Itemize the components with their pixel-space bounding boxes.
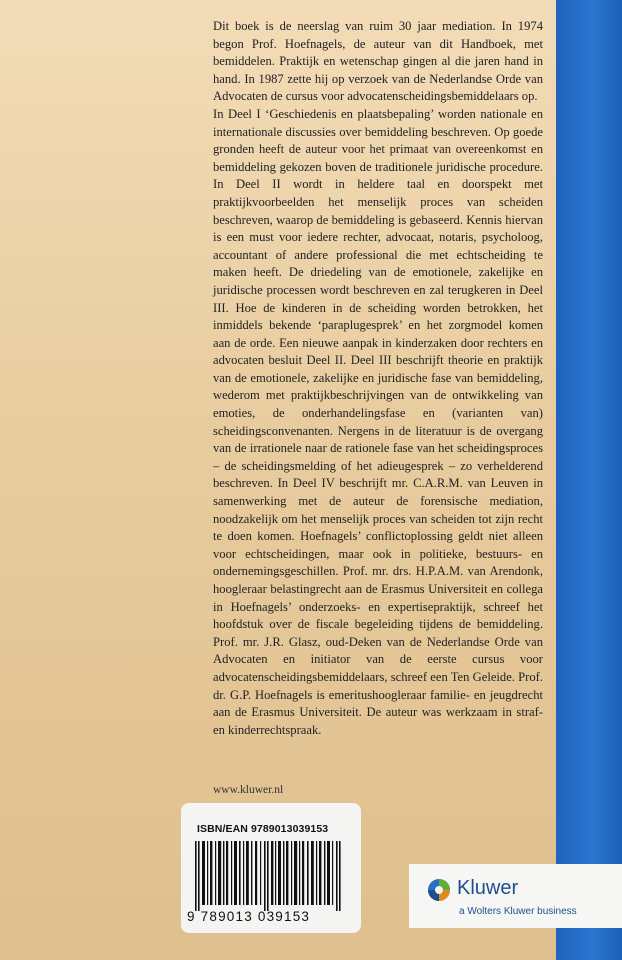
blurb-paragraph-1: Dit boek is de neerslag van ruim 30 jaar mediation. In 1974 begon Prof. Hoefnagels, de auteur van dit Handboek, met bemiddelen. Praktijk en wetenschap gingen al die jaren hand in hand. In 1987 zette hij op verzoek van de Nederlandse Orde van Advocaten de cursus voor advocatenscheidingsbemiddelaars op. — [213, 19, 543, 104]
kluwer-globe-icon — [427, 878, 451, 902]
blue-side-strip — [556, 0, 622, 960]
barcode-digits: 9 789013 039153 — [187, 909, 311, 924]
barcode-label — [181, 803, 361, 933]
publisher-logo — [409, 864, 622, 928]
blurb-paragraph-2: In Deel I ‘Geschiedenis en plaatsbepaling’ worden nationale en internationale discussies over bemiddeling beschreven. Op goede gronden heeft de auteur voor het primaat van overeenkomst en bemiddeling gekozen boven de traditionele juridische procedure. In Deel II wordt in heldere taal en doorspekt met praktijkvoorbeelden het menselijk proces van scheiden beschreven, waarop de bemiddeling is gebaseerd. Kennis hiervan is een must voor iedere rechter, advocaat, notaris, psycholoog, accountant of andere professional die met echtscheiding te maken heeft. De driedeling van de emotionele, zakelijke en juridische processen wordt beschreven en zal terugkeren in Deel III. Hoe de kinderen in de scheiding worden betrokken, het inmiddels bekende ‘paraplugesprek’ en het zorgmodel komen aan de orde. Een nieuwe aanpak in kinderzaken door rechters en advocaten besluit Deel II. Deel III beschrijft theorie en praktijk van de emotionele, zakelijke en juridische fase van bemiddeling, wederom met praktijkbeschrijvingen van de ontwikkeling van emoties, de onderhandelingsfase en (varianten van) scheidingsconvenanten. Nergens in de literatuur is de overgang van de irrationele naar de rationele fase van het scheidingsproces – de scheidingsmelding of het adieugesprek – zo verhelderend beschreven. In Deel IV beschrijft mr. C.A.R.M. van Leuven in samenwerking met de auteur de forensische mediation, noodzakelijk om het menselijk proces van scheiden tot zijn recht te doen komen. Hoefnagels’ conflictoplossing geldt niet alleen voor echtscheidingen, maar ook in politieke, bestuurs- en ondernemingsgeschillen. Prof. mr. drs. H.P.A.M. van Arendonk, hoogleraar belastingrecht aan de Erasmus Universiteit en collega in Hoefnagels’ onderzoeks- en expertisepraktijk, schreef het hoofdstuk over de fiscale begeleiding tijdens de bemiddeling. Prof. mr. J.R. Glasz, oud-Deken van de Nederlandse Orde van Advocaten en initiator van de eerste cursus voor advocatenscheidingsbemiddelaars, schreef een Ten Geleide. Prof. dr. G.P. Hoefnagels is emeritushoogleraar familie- en jeugdrecht aan de Erasmus Universiteit. De auteur was werkzaam in straf- en kinderrechtspraak. — [213, 106, 543, 737]
publisher-website[interactable]: www.kluwer.nl — [213, 784, 284, 796]
back-cover-blurb — [213, 18, 543, 739]
publisher-tagline: a Wolters Kluwer business — [459, 906, 577, 917]
barcode-graphic — [193, 841, 343, 911]
isbn-text: ISBN/EAN 9789013039153 — [197, 823, 329, 835]
publisher-name: Kluwer — [457, 877, 519, 899]
